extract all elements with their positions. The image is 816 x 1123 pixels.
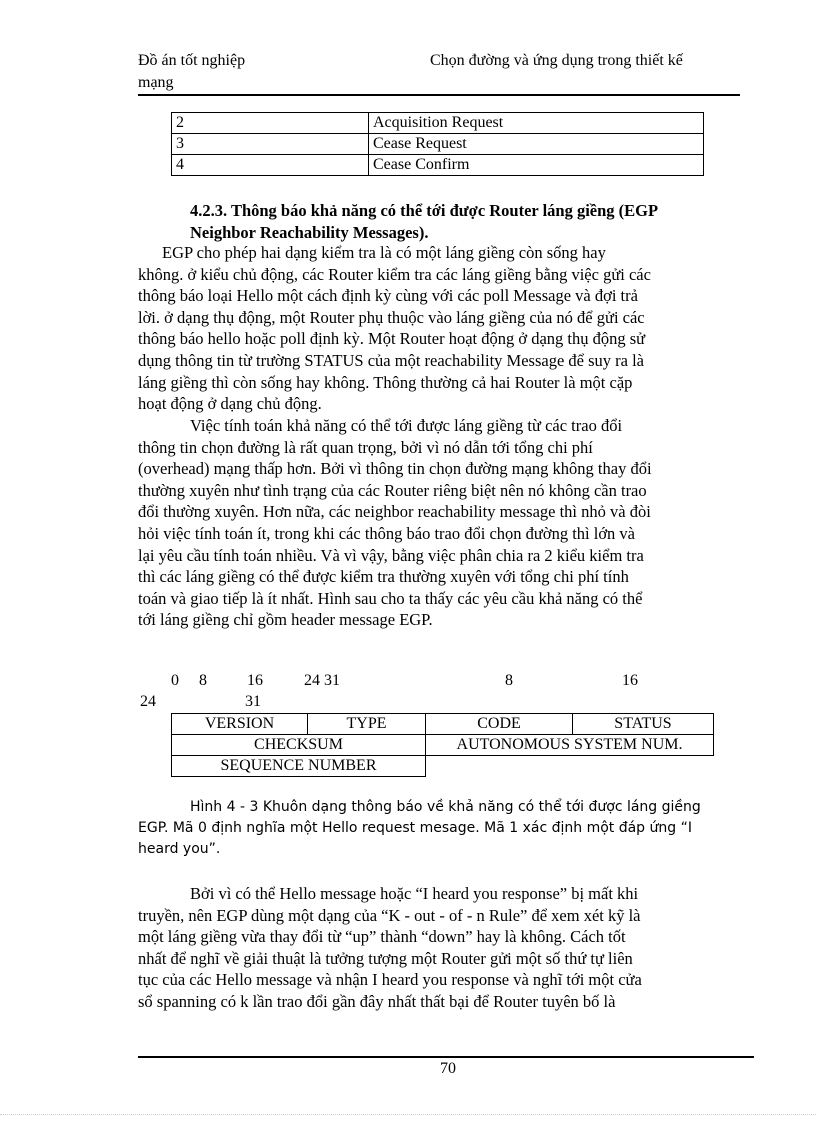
header-left-line2: mạng xyxy=(138,74,174,91)
header-right: Chọn đường và ứng dụng trong thiết kế xyxy=(430,52,683,69)
caption-line: heard you”. xyxy=(138,841,221,857)
command-table xyxy=(171,112,704,176)
table-cell-name: Cease Confirm xyxy=(369,155,704,176)
empty-cell xyxy=(426,756,714,777)
paragraph-line: Việc tính toán khả năng có thể tới được láng giềng từ các trao đổi xyxy=(190,416,623,435)
footer-dotted-line xyxy=(0,1114,816,1115)
paragraph-line: hoạt động ở dạng chủ động. xyxy=(138,394,322,414)
bit-label: 24 31 xyxy=(304,672,340,689)
paragraph-line: dụng thông tin từ trường STATUS của một reachability Message để suy ra là xyxy=(138,350,644,370)
paragraph-line: lời. ở dạng thụ động, một Router phụ thuộc vào láng giềng của nó để gửi các xyxy=(138,307,645,327)
bit-label: 8 xyxy=(505,672,513,689)
paragraph-line: lại yêu cầu tính toán nhiều. Và vì vậy, bằng việc phân chia ra 2 kiểu kiểm tra xyxy=(138,545,644,565)
section-heading xyxy=(190,200,745,244)
paragraph-line: một láng giềng vừa thay đổi từ “up” thành “down” hay là không. Cách tốt xyxy=(138,927,626,947)
caption-line: EGP. Mã 0 định nghĩa một Hello request mesage. Mã 1 xác định một đáp ứng “I xyxy=(138,820,692,836)
paragraph-line: EGP cho phép hai dạng kiểm tra là có một láng giềng còn sống hay xyxy=(162,243,606,262)
paragraph-1 xyxy=(138,242,740,415)
field-type: TYPE xyxy=(308,714,426,735)
figure-caption xyxy=(138,797,740,860)
field-checksum: CHECKSUM xyxy=(172,735,426,756)
page-number: 70 xyxy=(440,1060,456,1077)
paragraph-line: Bởi vì có thể Hello message hoặc “I heard you response” bị mất khi xyxy=(190,884,639,903)
paragraph-line: đổi thường xuyên. Hơn nữa, các neighbor reachability message thì nhỏ và đòi xyxy=(138,502,651,522)
bit-label: 16 xyxy=(247,672,263,689)
table-row xyxy=(172,714,714,735)
footer-rule xyxy=(138,1056,754,1058)
table-row xyxy=(172,735,714,756)
paragraph-line: sổ spanning có k lần trao đổi gần đây nhất thất bại để Router tuyên bố là xyxy=(138,991,616,1011)
paragraph-line: toán và giao tiếp là ít nhất. Hình sau cho ta thấy các yêu cầu khả năng có thể xyxy=(138,588,643,608)
section-heading-line2: Neighbor Reachability Messages). xyxy=(190,223,429,242)
paragraph-line: hỏi việc tính toán ít, trong khi các thông báo trao đổi chọn đường thì lớn và xyxy=(138,523,636,543)
caption-line: Hình 4 - 3 Khuôn dạng thông báo về khả năng có thể tới được láng giềng xyxy=(190,799,701,815)
field-code: CODE xyxy=(426,714,573,735)
paragraph-line: (overhead) mạng thấp hơn. Bởi vì thông tin chọn đường mạng không thay đổi xyxy=(138,459,652,479)
section-heading-line1: 4.2.3. Thông báo khả năng có thể tới được Router láng giềng (EGP xyxy=(190,201,659,220)
paragraph-line: thì các láng giềng có thể được kiểm tra thường xuyên với tổng chi phí tính xyxy=(138,567,629,587)
table-row xyxy=(172,113,704,134)
egp-reachability-format-table xyxy=(171,713,714,777)
bit-label: 16 xyxy=(622,672,638,689)
paragraph-line: tục của các Hello message và nhận I heard you response và nghĩ tới một cửa xyxy=(138,970,642,990)
paragraph-line: nhất để nghĩ về giải thuật là tưởng tượng một Router gửi một số thứ tự liên xyxy=(138,948,633,968)
paragraph-line: thông tin chọn đường là rất quan trọng, bởi vì nó dẫn tới tổng chi phí xyxy=(138,437,593,457)
table-row xyxy=(172,155,704,176)
paragraph-2 xyxy=(138,415,740,631)
table-cell-code: 2 xyxy=(172,113,369,134)
field-sequence-number: SEQUENCE NUMBER xyxy=(172,756,426,777)
table-row xyxy=(172,134,704,155)
table-cell-code: 4 xyxy=(172,155,369,176)
paragraph-line: thường xuyên như tình trạng của các Router riêng biệt nên nó không cần trao xyxy=(138,480,647,500)
paragraph-line: thông báo hello hoặc poll định kỳ. Một Router hoạt động ở dạng thụ động sử xyxy=(138,329,646,349)
table-row xyxy=(172,756,714,777)
table-cell-name: Cease Request xyxy=(369,134,704,155)
field-status: STATUS xyxy=(573,714,714,735)
field-autonomous-system: AUTONOMOUS SYSTEM NUM. xyxy=(426,735,714,756)
paragraph-line: không. ở kiểu chủ động, các Router kiểm tra các láng giềng bằng việc gửi các xyxy=(138,264,651,284)
field-version: VERSION xyxy=(172,714,308,735)
bit-label: 8 xyxy=(199,672,207,689)
table-cell-name: Acquisition Request xyxy=(369,113,704,134)
paragraph-line: tới láng giềng chỉ gồm header message EGP. xyxy=(138,610,433,630)
header-left-line1: Đồ án tốt nghiệp xyxy=(138,52,246,69)
paragraph-line: truyền, nên EGP dùng một dạng của “K - out - of - n Rule” để xem xét kỹ là xyxy=(138,905,641,925)
header-rule xyxy=(138,94,740,96)
table-cell-code: 3 xyxy=(172,134,369,155)
paragraph-line: thông báo loại Hello một cách định kỳ cùng với các poll Message và đợi trả xyxy=(138,286,638,306)
bit-label: 0 xyxy=(171,672,179,689)
bit-label: 24 xyxy=(140,693,156,710)
bit-label: 31 xyxy=(245,693,261,710)
paragraph-line: láng giềng thì còn sống hay không. Thông thường cả hai Router là một cặp xyxy=(138,372,633,392)
paragraph-3 xyxy=(138,883,740,1013)
